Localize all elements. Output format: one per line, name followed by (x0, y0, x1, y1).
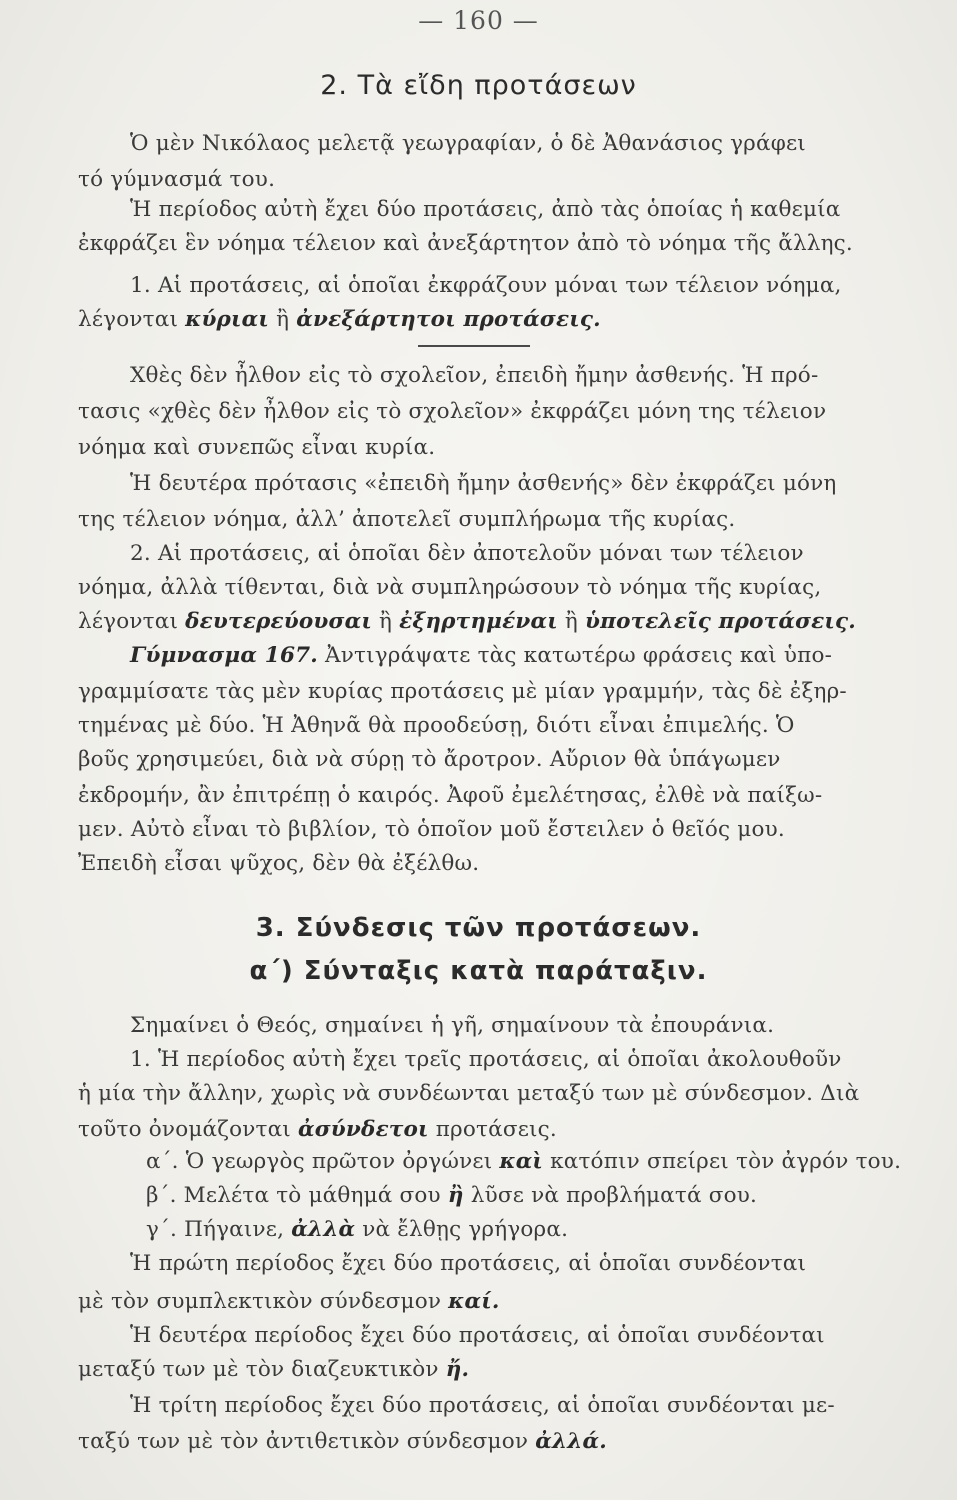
text: μὲ τὸν συμπλεκτικὸν σύνδεσμον (78, 1289, 442, 1314)
text-line: ἐκδρομήν, ἂν ἐπιτρέπῃ ὁ καιρός. Ἀφοῦ ἐμελέτησας, ἐλθὲ νὰ παίξω- (78, 783, 823, 808)
text: ταξύ των μὲ τὸν ἀντιθετικὸν σύνδεσμον (78, 1429, 529, 1454)
text-line: Ἡ πρώτη περίοδος ἔχει δύο προτάσεις, αἱ ὁποῖαι συνδέονται (130, 1251, 807, 1276)
text: α΄. Ὁ γεωργὸς πρῶτον ὀργώνει (146, 1149, 493, 1174)
section-3-heading: 3. Σύνδεσις τῶν προτάσεων. (255, 913, 702, 943)
term-kyriai: κύριαι (185, 307, 270, 332)
text: λέγονται (78, 307, 179, 332)
conjunction: ἀλλά. (535, 1429, 607, 1454)
text-line: 2. Αἱ προτάσεις, αἱ ὁποῖαι δὲν ἀποτελοῦν μόναι των τέλειον (130, 541, 804, 566)
definition-line (78, 306, 927, 334)
conjunction: ἢ (447, 1183, 464, 1208)
example-a (78, 1148, 927, 1176)
term-anexartitoi: ἀνεξάρτητοι προτάσεις. (296, 307, 601, 332)
text-line: Ἐπειδὴ εἶσαι ψῦχος, δὲν θὰ ἐξέλθω. (78, 851, 480, 876)
example-b (78, 1182, 927, 1210)
section-2-heading: 2. Τὰ εἴδη προτάσεων (320, 70, 637, 101)
text: νὰ ἔλθῃς γρήγορα. (362, 1217, 569, 1242)
text: λέγονται (78, 609, 179, 634)
text: ἢ (276, 307, 290, 332)
text: γ΄. Πήγαινε, (146, 1217, 285, 1242)
text-line (78, 1428, 927, 1456)
text-line: Ἡ δευτέρα περίοδος ἔχει δύο προτάσεις, αἱ ὁποῖαι συνδέονται (130, 1323, 825, 1348)
text-line: Ἡ δευτέρα πρότασις «ἐπειδὴ ἤμην ἀσθενής» δὲν ἐκφράζει μόνη (130, 471, 837, 496)
text-line: βοῦς χρησιμεύει, διὰ νὰ σύρῃ τὸ ἄροτρον. Αὔριον θὰ ὑπάγωμεν (78, 747, 781, 772)
conjunction: ἀλλὰ (291, 1217, 356, 1242)
text-line: Ἡ τρίτη περίοδος ἔχει δύο προτάσεις, αἱ ὁποῖαι συνδέονται με- (130, 1393, 835, 1418)
text-line: ἐκφράζει ἓν νόημα τέλειον καὶ ἀνεξάρτητον ἀπὸ τὸ νόημα τῆς ἄλλης. (78, 231, 853, 256)
text-line: Σημαίνει ὁ Θεός, σημαίνει ἡ γῆ, σημαίνουν τὰ ἐπουράνια. (130, 1013, 775, 1038)
conjunction: καί. (448, 1289, 500, 1314)
text: προτάσεις. (435, 1117, 557, 1142)
text-line: τημένας μὲ δύο. Ἡ Ἀθηνᾶ θὰ προοδεύσῃ, διότι εἶναι ἐπιμελής. Ὁ (78, 713, 795, 738)
text-line: 1. Αἱ προτάσεις, αἱ ὁποῖαι ἐκφράζουν μόναι των τέλειον νόημα, (130, 273, 842, 298)
text-line: τασις «χθὲς δὲν ἦλθον εἰς τὸ σχολεῖον» ἐκφράζει μόνη της τέλειον (78, 399, 827, 424)
text: ἢ (378, 609, 393, 634)
text-line: 1. Ἡ περίοδος αὐτὴ ἔχει τρεῖς προτάσεις, αἱ ὁποῖαι ἀκολουθοῦν (130, 1047, 842, 1072)
text-line: τό γύμνασμά του. (78, 167, 276, 192)
definition-line (78, 608, 927, 636)
text: β΄. Μελέτα τὸ μάθημά σου (146, 1183, 441, 1208)
text-line: της τέλειον νόημα, ἀλλ’ ἀποτελεῖ συμπλήρωμα τῆς κυρίας. (78, 507, 736, 532)
page-number: — 160 — (418, 6, 539, 35)
text-line: γραμμίσατε τὰς μὲν κυρίας προτάσεις μὲ μίαν γραμμήν, τὰς δὲ ἐξηρ- (78, 679, 847, 704)
text-line: μεν. Αὐτὸ εἶναι τὸ βιβλίον, τὸ ὁποῖον μοῦ ἔστειλεν ὁ θεῖός μου. (78, 817, 785, 842)
divider (418, 345, 530, 347)
text-line: Ὁ μὲν Νικόλαος μελετᾷ γεωγραφίαν, ὁ δὲ Ἀθανάσιος γράφει (130, 131, 806, 156)
text: λῦσε νὰ προβλήματά σου. (470, 1183, 758, 1208)
text-line: νόημα καὶ συνεπῶς εἶναι κυρία. (78, 435, 436, 460)
section-3a-heading: α΄) Σύνταξις κατὰ παράταξιν. (249, 956, 708, 986)
text-line: νόημα, ἀλλὰ τίθενται, διὰ νὰ συμπληρώσουν τὸ νόημα τῆς κυρίας, (78, 575, 822, 600)
text-line: Ἡ περίοδος αὐτὴ ἔχει δύο προτάσεις, ἀπὸ τὰς ὁποίας ἡ καθεμία (130, 197, 841, 222)
text-line: ἡ μία τὴν ἄλλην, χωρὶς νὰ συνδέωνται μεταξύ των μὲ σύνδεσμον. Διὰ (78, 1081, 860, 1106)
text-line (78, 1288, 927, 1316)
term-exirtimenai: ἐξηρτημέναι (399, 609, 558, 634)
conjunction: ἤ. (445, 1357, 470, 1382)
text: Ἀντιγράψατε τὰς κατωτέρω φράσεις καὶ ὑπο- (325, 643, 833, 668)
definition-line (78, 1116, 927, 1144)
text: τοῦτο ὀνομάζονται (78, 1117, 291, 1142)
term-ypoteleis: ὑποτελεῖς προτάσεις. (585, 609, 856, 634)
text: μεταξύ των μὲ τὸν διαζευκτικὸν (78, 1357, 439, 1382)
text: ἢ (564, 609, 578, 634)
exercise-label: Γύμνασμα 167. (130, 643, 318, 668)
term-asyndetoi: ἀσύνδετοι (298, 1117, 429, 1142)
exercise-line (78, 642, 927, 670)
example-c (78, 1216, 927, 1244)
text: κατόπιν σπείρει τὸν ἀγρόν του. (550, 1149, 902, 1174)
term-deutereuousai: δευτερεύουσαι (185, 609, 372, 634)
text-line (78, 1356, 927, 1384)
conjunction: καὶ (499, 1149, 544, 1174)
text-line: Χθὲς δὲν ἦλθον εἰς τὸ σχολεῖον, ἐπειδὴ ἤμην ἀσθενής. Ἡ πρό- (130, 363, 819, 388)
